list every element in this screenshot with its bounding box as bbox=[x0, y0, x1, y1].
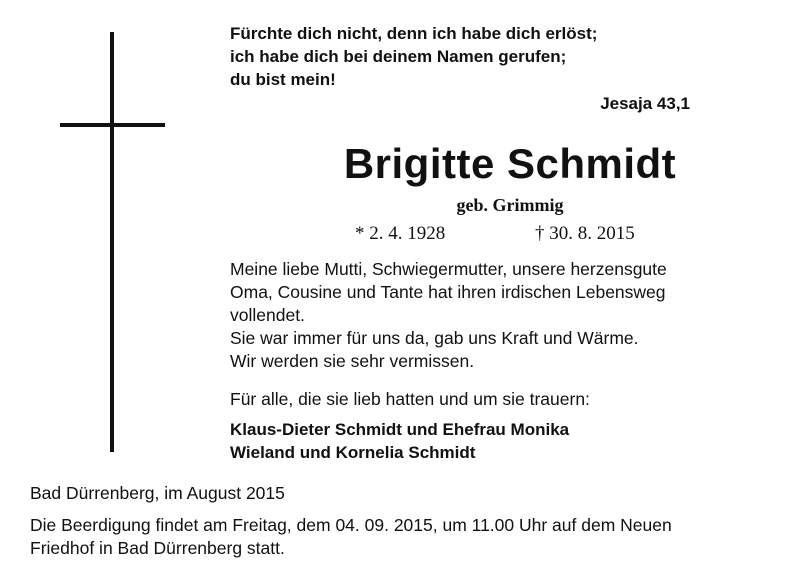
funeral-info bbox=[30, 514, 775, 560]
mourning-intro: Für alle, die sie lieb hatten und um sie trauern: bbox=[230, 389, 590, 409]
verse-line: du bist mein! bbox=[230, 70, 336, 89]
funeral-line: Friedhof in Bad Dürrenberg statt. bbox=[30, 538, 285, 558]
birth-date: * 2. 4. 1928 bbox=[355, 223, 446, 244]
message-line: Meine liebe Mutti, Schwiegermutter, unsere herzensgute bbox=[230, 259, 667, 279]
bible-verse bbox=[230, 22, 670, 91]
mourner-line: Klaus-Dieter Schmidt und Ehefrau Monika bbox=[230, 420, 570, 439]
verse-reference: Jesaja 43,1 bbox=[600, 94, 690, 113]
funeral-line: Die Beerdigung findet am Freitag, dem 04. 09. 2015, um 11.00 Uhr auf dem Neuen bbox=[30, 515, 672, 535]
message-line: Oma, Cousine und Tante hat ihren irdischen Lebensweg bbox=[230, 282, 666, 302]
cross-icon bbox=[110, 32, 114, 452]
obituary-message bbox=[230, 258, 710, 373]
mourner-line: Wieland und Kornelia Schmidt bbox=[230, 443, 476, 462]
message-line: Wir werden sie sehr vermissen. bbox=[230, 351, 475, 371]
maiden-name: geb. Grimmig bbox=[456, 195, 564, 215]
deceased-name: Brigitte Schmidt bbox=[343, 140, 677, 187]
message-line: Sie war immer für uns da, gab uns Kraft und Wärme. bbox=[230, 328, 639, 348]
verse-line: Fürchte dich nicht, denn ich habe dich erlöst; bbox=[230, 24, 598, 43]
life-dates bbox=[230, 222, 790, 248]
death-date: † 30. 8. 2015 bbox=[535, 223, 635, 244]
mourners-list bbox=[230, 418, 690, 464]
cross-icon-crossbar bbox=[60, 123, 165, 127]
verse-line: ich habe dich bei deinem Namen gerufen; bbox=[230, 47, 567, 66]
message-line: vollendet. bbox=[230, 305, 305, 325]
place-and-date: Bad Dürrenberg, im August 2015 bbox=[30, 483, 285, 503]
